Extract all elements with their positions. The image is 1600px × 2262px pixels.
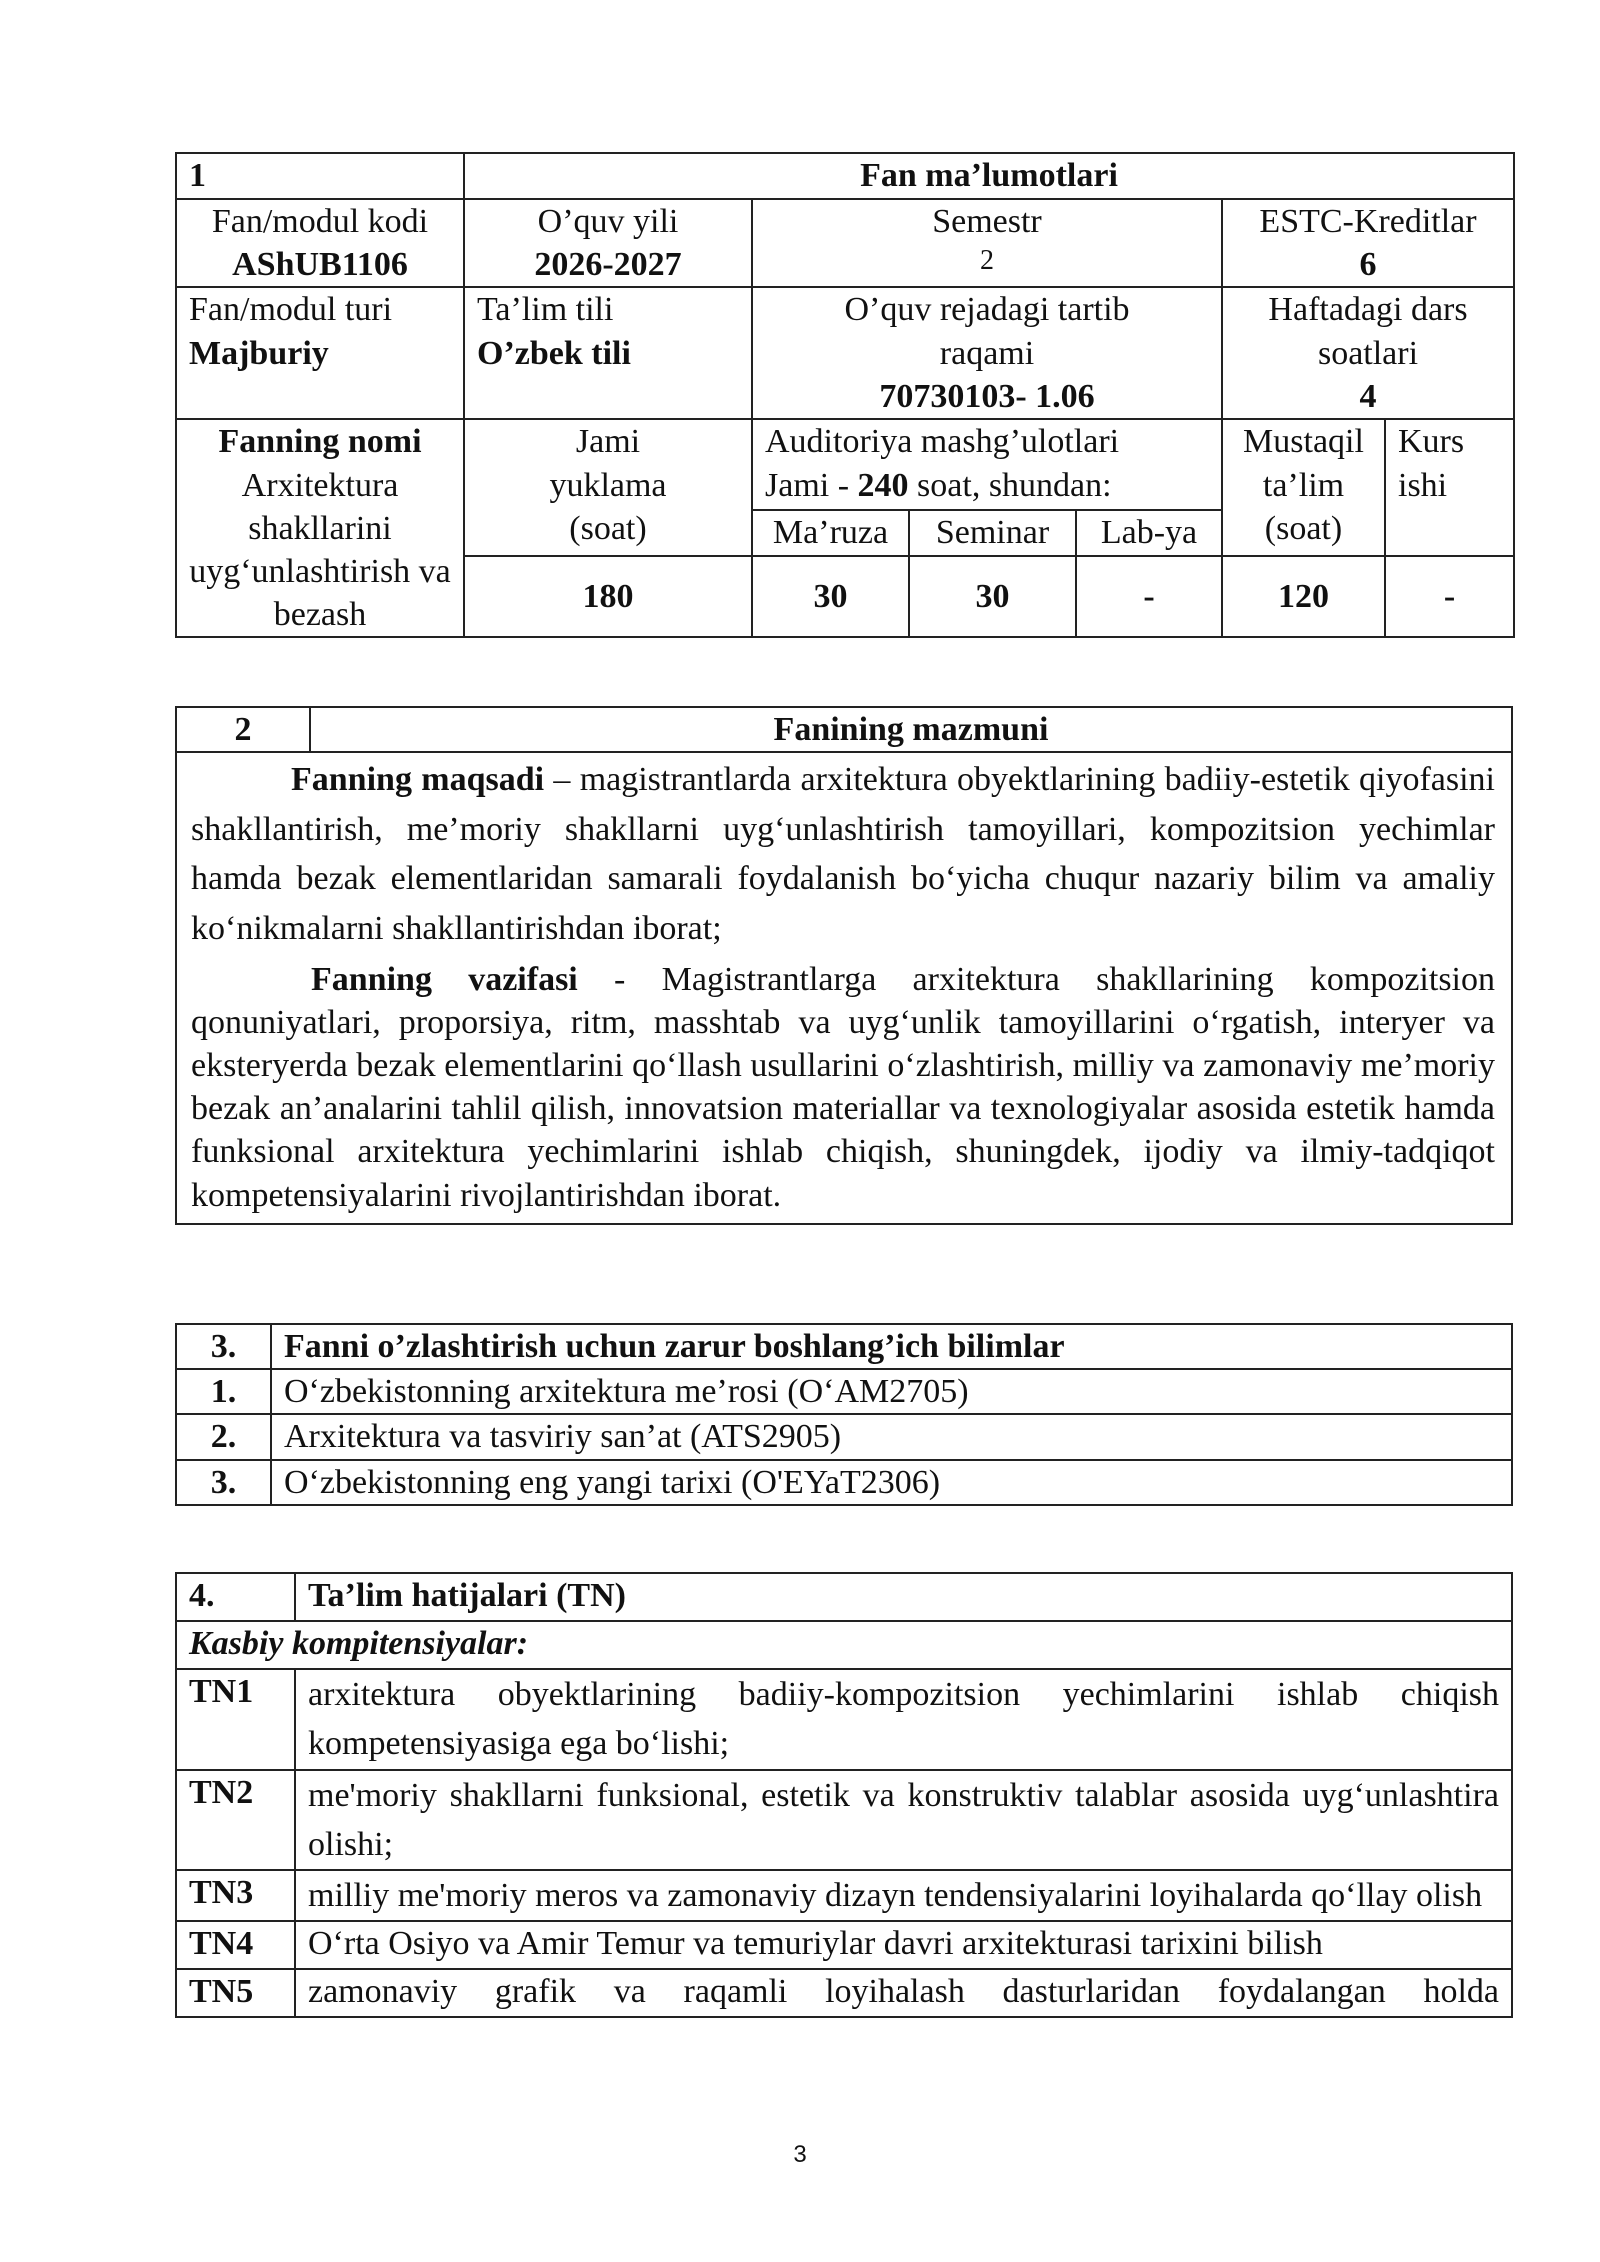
lab-value: - <box>1076 556 1222 637</box>
item-text: Arxitektura va tasviriy san’at (ATS2905) <box>271 1414 1512 1459</box>
subject-content-table <box>175 706 1513 1225</box>
name-value: Arxitektura shakllarini uyg‘unlashtirish va bezash <box>189 466 451 634</box>
task-paragraph <box>191 958 1495 1217</box>
section-subtitle: Kasbiy kompitensiyalar: <box>176 1621 1512 1669</box>
learning-outcomes-table <box>175 1572 1513 2018</box>
outcome-code: TN4 <box>176 1921 295 1969</box>
independent-value: 120 <box>1222 556 1385 637</box>
order-cell <box>752 287 1222 419</box>
lang-value: O’zbek tili <box>477 334 631 372</box>
content-cell <box>176 752 1512 1224</box>
type-value: Majburiy <box>189 334 329 372</box>
order-value: 70730103- 1.06 <box>879 377 1095 415</box>
credits-value: 6 <box>1359 246 1377 284</box>
item-text: O‘zbekistonning arxitektura me’rosi (O‘AM2705) <box>271 1369 1512 1414</box>
list-item <box>176 1460 1512 1505</box>
section-number: 1 <box>176 153 464 199</box>
semester-label: Semestr <box>932 203 1042 240</box>
outcome-text: milliy me'moriy meros va zamonaviy dizayn tendensiyalarini loyihalarda qo‘llay olish <box>295 1870 1512 1921</box>
credits-cell <box>1222 199 1514 287</box>
semester-value: 2 <box>980 245 994 277</box>
outcome-text: O‘rta Osiyo va Amir Temur va temuriylar davri arxitekturasi tarixini bilish <box>295 1921 1512 1969</box>
table-row <box>176 1669 1512 1770</box>
year-cell <box>464 199 752 287</box>
independent-label: Mustaqil ta’lim (soat) <box>1222 419 1385 556</box>
lang-label: Ta’lim tili <box>477 291 614 329</box>
table-row <box>176 1969 1512 2017</box>
lecture-label: Ma’ruza <box>752 510 909 556</box>
auditorium-total: Jami - 240 soat, shundan: <box>765 466 1112 504</box>
semester-cell <box>752 199 1222 287</box>
item-number: 2. <box>176 1414 271 1459</box>
subject-info-table <box>175 152 1515 638</box>
item-number: 1. <box>176 1369 271 1414</box>
course-label: Kurs ishi <box>1385 419 1514 556</box>
outcome-text: zamonaviy grafik va raqamli loyihalash dasturlaridan foydalangan holda <box>295 1969 1512 2017</box>
table-row <box>176 1770 1512 1871</box>
goal-label: Fanning maqsadi <box>291 761 545 799</box>
code-value: AShUB1106 <box>232 246 408 284</box>
year-label: O’quv yili <box>537 203 679 240</box>
lang-cell <box>464 287 752 419</box>
outcome-code: TN5 <box>176 1969 295 2017</box>
outcome-code: TN1 <box>176 1669 295 1770</box>
seminar-label: Seminar <box>909 510 1076 556</box>
goal-text: – magistrantlarda arxitektura obyektlarining badiiy-estetik qiyofasini shakllantirish, me’moriy shakllarni uyg‘unlashtirish tamoyillari, kompozitsion yechimlar hamda bezak elementlaridan samarali foydalanish bo‘yicha chuqur nazariy bilim va amaliy ko‘nikmalarni shakllantirishdan iborat; <box>191 761 1495 948</box>
type-cell <box>176 287 464 419</box>
outcome-code: TN2 <box>176 1770 295 1871</box>
section-number: 3. <box>176 1324 271 1369</box>
list-item <box>176 1369 1512 1414</box>
type-label: Fan/modul turi <box>189 291 393 329</box>
total-value: 180 <box>464 556 752 637</box>
outcome-text: arxitektura obyektlarining badiiy-kompozitsion yechimlarini ishlab chiqish kompetensiyasiga ega bo‘lishi; <box>295 1669 1512 1770</box>
section-title: Ta’lim hatijalari (TN) <box>295 1573 1512 1621</box>
lecture-value: 30 <box>752 556 909 637</box>
lab-label: Lab-ya <box>1076 510 1222 556</box>
credits-label: ESTC-Kreditlar <box>1259 203 1477 240</box>
table-row <box>176 1870 1512 1921</box>
section-title: Fanni o’zlashtirish uchun zarur boshlang’ich bilimlar <box>271 1324 1512 1369</box>
auditorium-label: Auditoriya mashg’ulotlari <box>765 423 1120 461</box>
order-label: O’quv rejadagi tartib raqami <box>844 291 1130 372</box>
item-number: 3. <box>176 1460 271 1505</box>
section-title: Fan ma’lumotlari <box>464 153 1514 199</box>
prerequisites-table <box>175 1323 1513 1506</box>
section-title: Fanining mazmuni <box>310 707 1512 752</box>
weekly-cell <box>1222 287 1514 419</box>
table-row <box>176 1921 1512 1969</box>
outcome-text: me'moriy shakllarni funksional, estetik va konstruktiv talablar asosida uyg‘unlashtira olishi; <box>295 1770 1512 1871</box>
task-text: - Magistrantlarga arxitektura shakllarining kompozitsion qonuniyatlari, proporsiya, ritm, masshtab va uyg‘unlik tamoyillarini o‘rgatish, interyer va eksteryerda bezak elementlarini qo‘llash usullarini o‘zlashtirish, milliy va zamonaviy me’moriy bezak an’analarini tahlil qilish, innovatsion materiallar va texnologiyalar asosida estetik hamda funksional arxitektura yechimlarini ishlab chiqish, shuningdek, ijodiy va ilmiy-tadqiqot kompetensiyalarini rivojlantirishdan iborat. <box>191 960 1495 1214</box>
name-label: Fanning nomi <box>218 423 422 461</box>
total-label: Jami yuklama (soat) <box>464 419 752 556</box>
seminar-value: 30 <box>909 556 1076 637</box>
weekly-value: 4 <box>1359 377 1377 415</box>
outcome-code: TN3 <box>176 1870 295 1921</box>
item-text: O‘zbekistonning eng yangi tarixi (O'EYaT2306) <box>271 1460 1512 1505</box>
code-label: Fan/modul kodi <box>211 203 429 240</box>
code-cell <box>176 199 464 287</box>
list-item <box>176 1414 1512 1459</box>
weekly-label: Haftadagi dars soatlari <box>1268 291 1468 372</box>
course-value: - <box>1385 556 1514 637</box>
goal-paragraph <box>191 755 1495 954</box>
auditorium-label-cell <box>752 419 1222 510</box>
name-cell <box>176 419 464 637</box>
year-value: 2026-2027 <box>534 246 682 284</box>
page-number: 3 <box>793 2141 807 2168</box>
section-number: 4. <box>176 1573 295 1621</box>
task-label: Fanning vazifasi <box>311 960 578 998</box>
section-number: 2 <box>176 707 310 752</box>
